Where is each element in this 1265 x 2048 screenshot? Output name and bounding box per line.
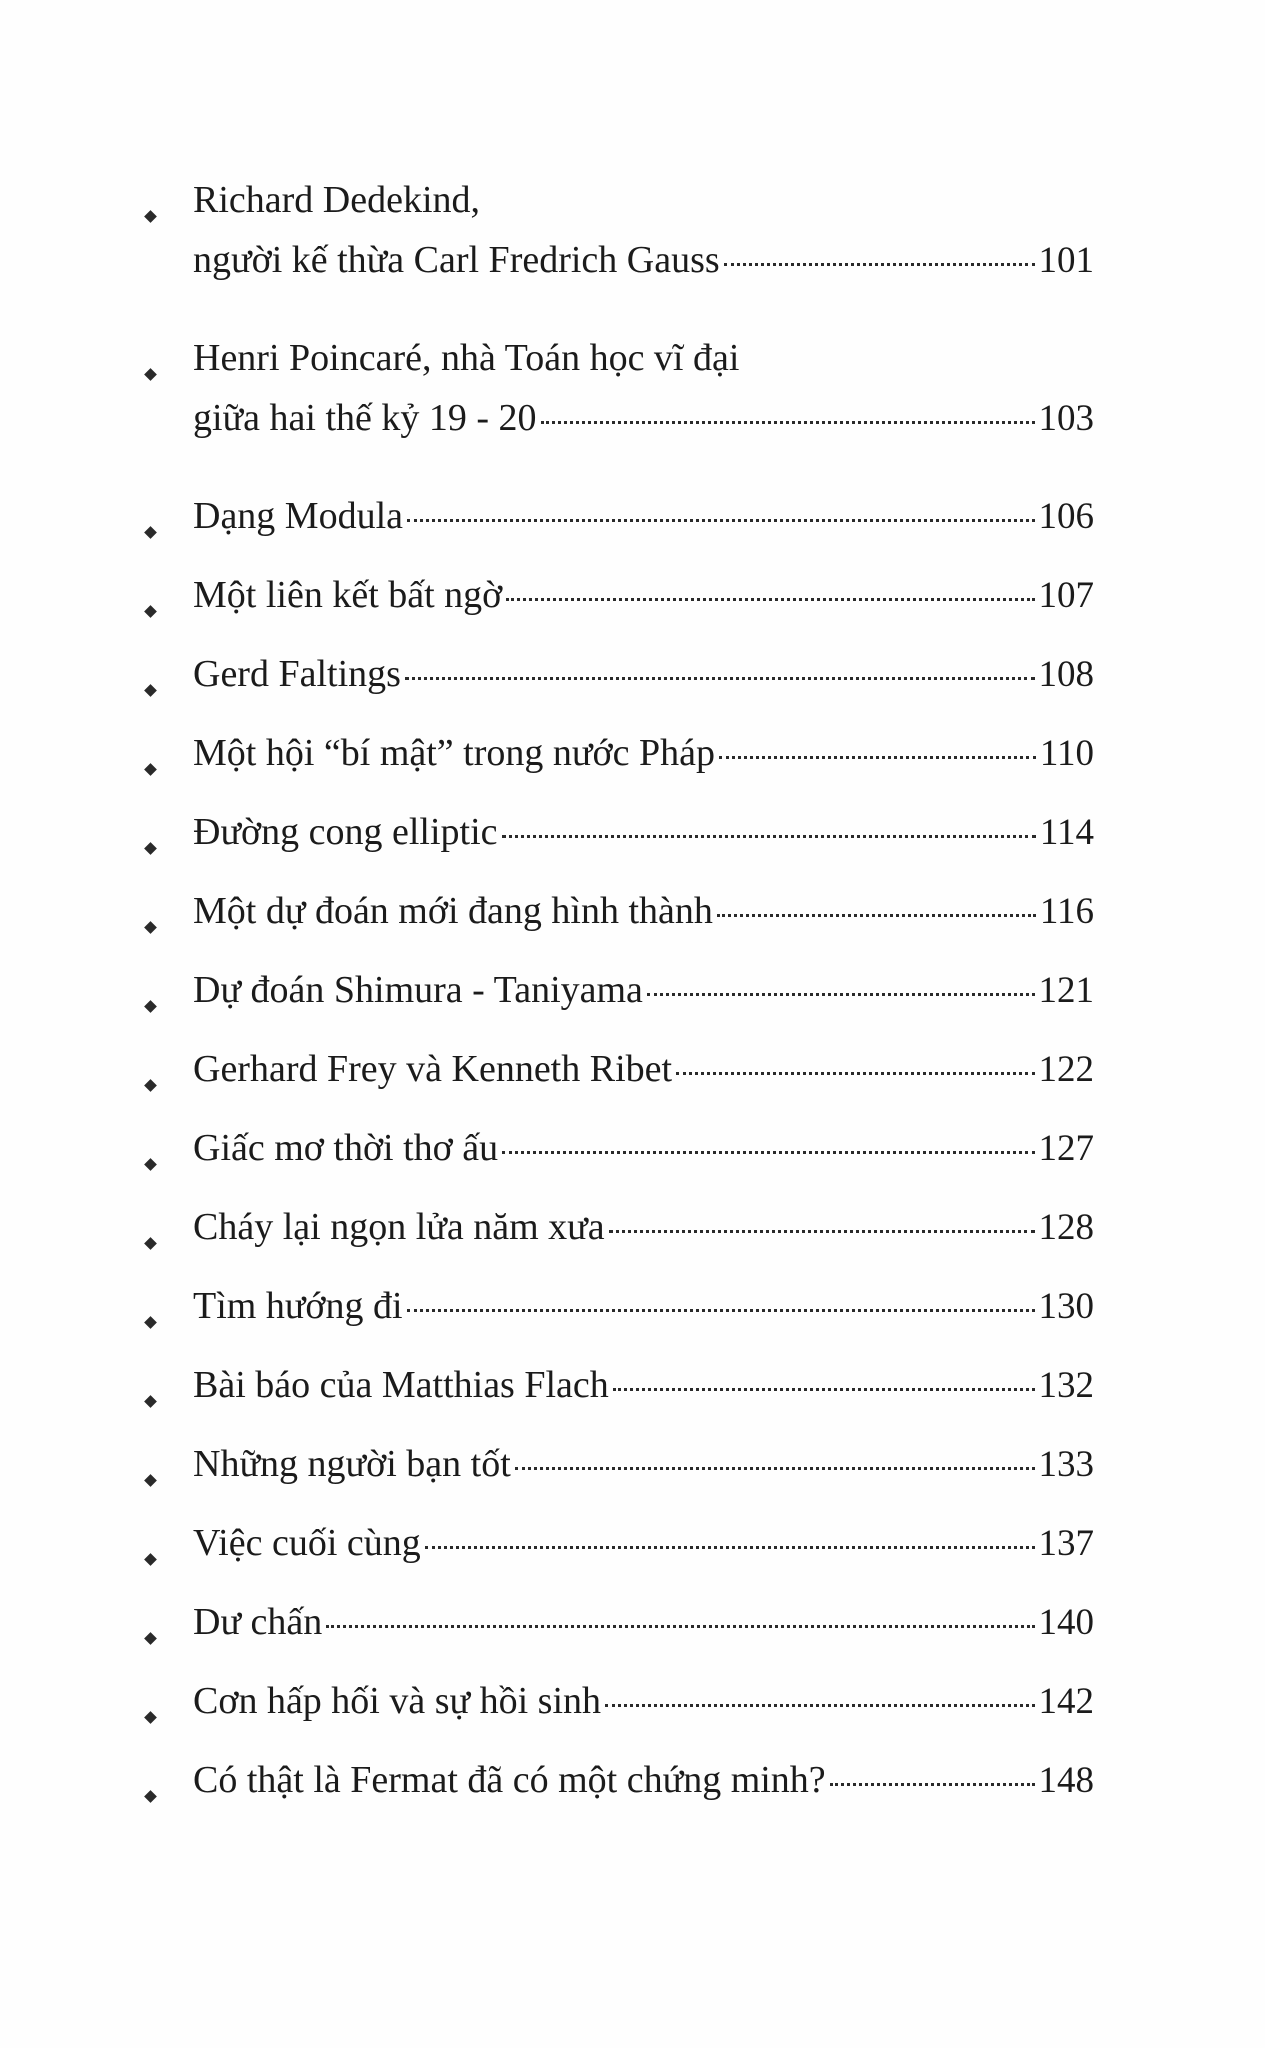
toc-entry-page-number: 137 — [1038, 1523, 1094, 1564]
toc-entry-row — [193, 1118, 1094, 1178]
dot-leader — [647, 993, 1035, 996]
toc-entry-page-number: 121 — [1038, 970, 1094, 1011]
toc-entry — [146, 170, 1094, 328]
toc-entry-row — [193, 802, 1094, 862]
toc-entry — [146, 1197, 1094, 1276]
toc-entry-title: Dạng Modula — [193, 495, 404, 537]
toc-entry-row — [193, 1513, 1094, 1573]
toc-entry-title-line1: Henri Poincaré, nhà Toán học vĩ đại — [193, 337, 740, 379]
toc-entry-row — [193, 881, 1094, 941]
toc-entry-page-number: 133 — [1038, 1444, 1094, 1485]
toc-entry-title: người kế thừa Carl Fredrich Gauss — [193, 239, 720, 281]
toc-entry-row — [193, 1592, 1094, 1652]
toc-entry-title: Bài báo của Matthias Flach — [193, 1364, 609, 1406]
toc-entry — [146, 1434, 1094, 1513]
diamond-bullet-icon — [144, 1474, 157, 1487]
toc-entry — [146, 802, 1094, 881]
toc-entry — [146, 1513, 1094, 1592]
diamond-bullet-icon — [144, 1000, 157, 1013]
toc-entry-row — [193, 644, 1094, 704]
toc-entry-title: Một dự đoán mới đang hình thành — [193, 890, 713, 932]
toc-entry-page-number: 140 — [1038, 1602, 1094, 1643]
toc-entry-title: Dự đoán Shimura - Taniyama — [193, 969, 643, 1011]
toc-entry-page-number: 110 — [1039, 733, 1094, 774]
toc-entry-page-number: 116 — [1039, 891, 1094, 932]
toc-entry-row — [193, 486, 1094, 546]
toc-entry-title: Cháy lại ngọn lửa năm xưa — [193, 1206, 605, 1248]
toc-entry-title: Dư chấn — [193, 1601, 323, 1643]
toc-entry-row — [193, 1039, 1094, 1099]
dot-leader — [425, 1546, 1035, 1549]
dot-leader — [407, 1309, 1035, 1312]
toc-entry-row — [193, 230, 1094, 290]
toc-entry-row — [193, 1671, 1094, 1731]
diamond-bullet-icon — [144, 210, 157, 223]
toc-entry — [146, 1750, 1094, 1829]
toc-entry-page-number: 132 — [1038, 1365, 1094, 1406]
table-of-contents — [146, 170, 1094, 1829]
toc-entry — [146, 960, 1094, 1039]
toc-entry-row — [193, 565, 1094, 625]
toc-entry-row — [193, 388, 1094, 448]
diamond-bullet-icon — [144, 1553, 157, 1566]
toc-entry-page-number: 142 — [1038, 1681, 1094, 1722]
diamond-bullet-icon — [144, 1237, 157, 1250]
diamond-bullet-icon — [144, 1632, 157, 1645]
toc-entry-title: Giấc mơ thời thơ ấu — [193, 1127, 499, 1169]
toc-entry-page-number: 106 — [1038, 496, 1094, 537]
toc-entry-title-line1: Richard Dedekind, — [193, 179, 481, 221]
diamond-bullet-icon — [144, 1711, 157, 1724]
toc-entry — [146, 1118, 1094, 1197]
toc-entry-title: Có thật là Fermat đã có một chứng minh? — [193, 1759, 826, 1801]
diamond-bullet-icon — [144, 921, 157, 934]
toc-entry — [146, 1592, 1094, 1671]
toc-entry-title: Việc cuối cùng — [193, 1522, 421, 1564]
toc-entry-title: giữa hai thế kỷ 19 - 20 — [193, 397, 537, 439]
diamond-bullet-icon — [144, 1158, 157, 1171]
toc-entry-page-number: 127 — [1038, 1128, 1094, 1169]
toc-entry-page-number: 148 — [1038, 1760, 1094, 1801]
diamond-bullet-icon — [144, 1395, 157, 1408]
toc-entry — [146, 1671, 1094, 1750]
toc-entry-row — [193, 960, 1094, 1020]
toc-entry-title: Gerd Faltings — [193, 653, 401, 695]
dot-leader — [609, 1230, 1035, 1233]
toc-entry-page-number: 114 — [1039, 812, 1094, 853]
toc-entry-title: Cơn hấp hối và sự hồi sinh — [193, 1680, 602, 1722]
toc-entry-page-number: 130 — [1038, 1286, 1094, 1327]
dot-leader — [502, 835, 1036, 838]
diamond-bullet-icon — [144, 526, 157, 539]
toc-entry-page-number: 128 — [1038, 1207, 1094, 1248]
diamond-bullet-icon — [144, 1790, 157, 1803]
dot-leader — [724, 263, 1035, 266]
dot-leader — [613, 1388, 1035, 1391]
toc-entry — [146, 1355, 1094, 1434]
toc-entry — [146, 486, 1094, 565]
toc-entry-title: Đường cong elliptic — [193, 811, 498, 853]
toc-entry-page-number: 107 — [1038, 575, 1094, 616]
dot-leader — [605, 1704, 1034, 1707]
toc-entry-title: Những người bạn tốt — [193, 1443, 511, 1485]
toc-entry — [146, 644, 1094, 723]
toc-entry-page-number: 103 — [1038, 398, 1094, 439]
toc-entry-title: Một hội “bí mật” trong nước Pháp — [193, 732, 715, 774]
toc-entry-title: Tìm hướng đi — [193, 1285, 403, 1327]
toc-entry-row — [193, 1434, 1094, 1494]
toc-entry — [146, 565, 1094, 644]
toc-entry — [146, 881, 1094, 960]
dot-leader — [719, 756, 1036, 759]
dot-leader — [676, 1072, 1034, 1075]
diamond-bullet-icon — [144, 368, 157, 381]
dot-leader — [405, 677, 1035, 680]
toc-entry-title: Gerhard Frey và Kenneth Ribet — [193, 1048, 673, 1090]
diamond-bullet-icon — [144, 605, 157, 618]
diamond-bullet-icon — [144, 763, 157, 776]
toc-entry — [146, 1276, 1094, 1355]
dot-leader — [717, 914, 1036, 917]
toc-entry-title: Một liên kết bất ngờ — [193, 574, 503, 616]
dot-leader — [407, 519, 1034, 522]
diamond-bullet-icon — [144, 684, 157, 697]
dot-leader — [541, 421, 1035, 424]
toc-entry — [146, 328, 1094, 486]
toc-entry-row — [193, 723, 1094, 783]
dot-leader — [502, 1151, 1034, 1154]
dot-leader — [506, 598, 1034, 601]
diamond-bullet-icon — [144, 1316, 157, 1329]
toc-entry-row — [193, 1355, 1094, 1415]
dot-leader — [515, 1467, 1035, 1470]
toc-entry-row — [193, 1750, 1094, 1810]
diamond-bullet-icon — [144, 1079, 157, 1092]
toc-entry — [146, 723, 1094, 802]
toc-entry-page-number: 101 — [1038, 240, 1094, 281]
toc-entry — [146, 1039, 1094, 1118]
toc-entry-row — [193, 1276, 1094, 1336]
toc-entry-page-number: 108 — [1038, 654, 1094, 695]
diamond-bullet-icon — [144, 842, 157, 855]
toc-entry-row — [193, 1197, 1094, 1257]
dot-leader — [830, 1783, 1035, 1786]
toc-entry-page-number: 122 — [1038, 1049, 1094, 1090]
dot-leader — [326, 1625, 1034, 1628]
